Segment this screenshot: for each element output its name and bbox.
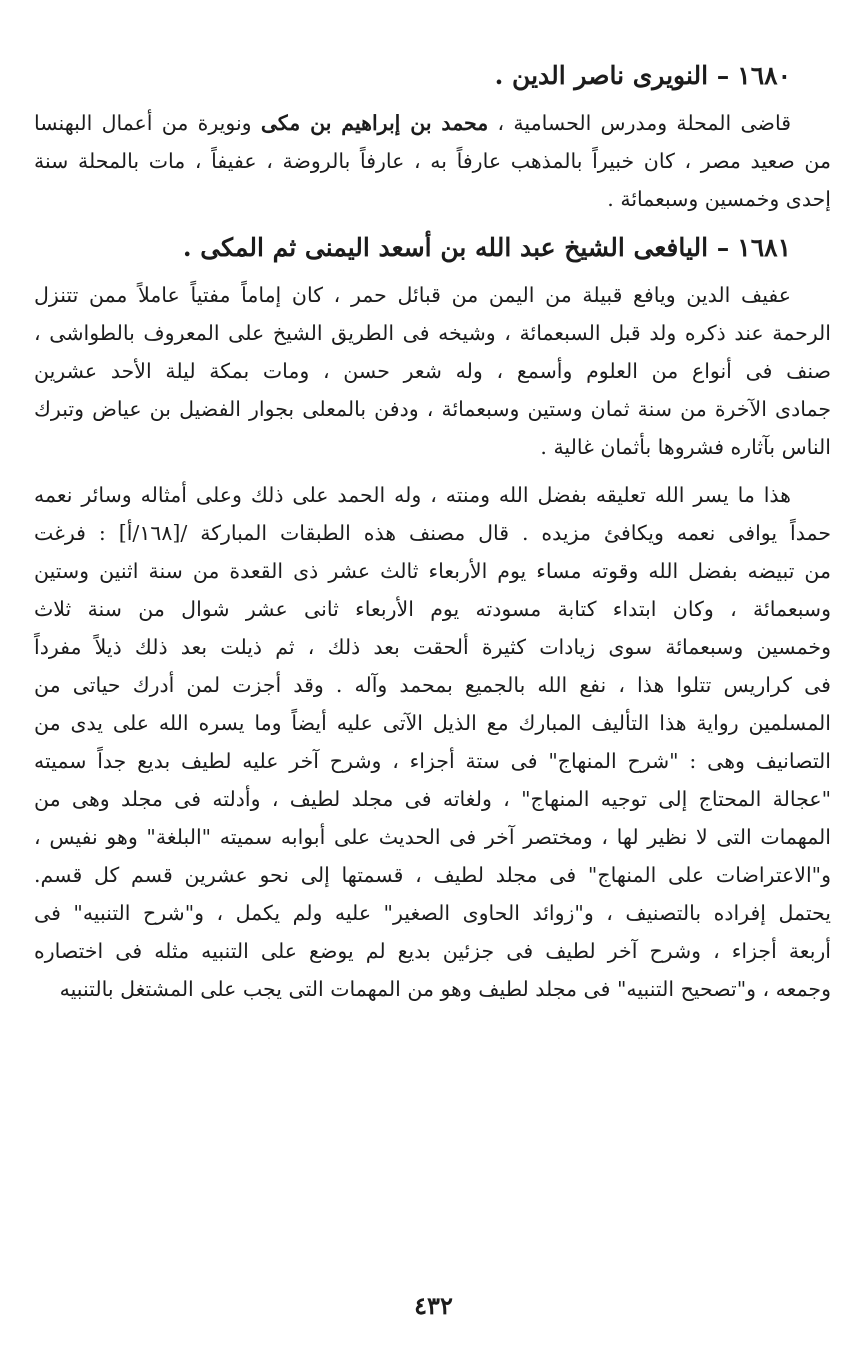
entry-heading-1681 xyxy=(34,228,831,268)
text-line: إحدى وخمسين وسبعمائة . xyxy=(607,187,831,211)
entry-title: – النويرى ناصر الدين . xyxy=(494,61,730,90)
text-line: هذا ما يسر الله تعليقه بفضل الله ومنته ، وله الحمد على ذلك وعلى أمثاله وسائر نعمه xyxy=(34,483,791,507)
page-body xyxy=(34,56,831,1008)
entry-body-1681 xyxy=(34,276,831,466)
bold-name: محمد بن إبراهيم بن مكى xyxy=(260,111,489,135)
text-line: التصانيف وهى : "شرح المنهاج" فى ستة أجزاء ، وشرح آخر عليه لطيف بديع جداً سميته xyxy=(34,749,831,773)
text-line: يحتمل إفراده بالتصنيف ، و"زوائد الحاوى الصغير" عليه ولم يكمل ، و"شرح التنبيه" فى xyxy=(34,901,831,925)
entry-body-1680 xyxy=(34,104,831,218)
entry-heading-1680 xyxy=(34,56,831,96)
text-line: أربعة أجزاء ، وشرح آخر لطيف فى جزئين بديع لم يوضع على التنبيه مثله فى اختصاره xyxy=(34,939,831,963)
text-line: جمادى الآخرة من سنة ثمان وستين وسبعمائة ، ودفن بالمعلى بجوار الفضيل بن عياض وتبرك xyxy=(34,397,831,421)
text-line: الرحمة عند ذكره ولد قبل السبعمائة ، وشيخه فى الطريق الشيخ على المعروف بالطواشى ، xyxy=(34,321,831,345)
text-line: وخمسين وسبعمائة سوى زيادات كثيرة ألحقت بعد ذلك ، ثم ذيلت بعد ذلك ذيلاً مفرداً xyxy=(34,635,831,659)
text-line: قاضى المحلة ومدرس الحسامية ، محمد بن إبراهيم بن مكى ونويرة من أعمال البهنسا xyxy=(34,111,791,135)
entry-number: ١٦٨٠ xyxy=(737,61,791,90)
entry-title: – اليافعى الشيخ عبد الله بن أسعد اليمنى ثم المكى . xyxy=(182,233,730,262)
text-line: عفيف الدين ويافع قبيلة من اليمن من قبائل حمر ، كان إماماً مفتياً عاملاً ممن تتنزل xyxy=(34,283,791,307)
text-line: صنف فى أنواع من العلوم وأسمع ، وله شعر حسن ، ومات بمكة ليلة الأحد عشرين xyxy=(34,359,831,383)
text-line: من تبيضه بفضل الله وقوته مساء يوم الأربعاء ثالث عشر ذى القعدة من سنة اثنين وستين xyxy=(34,559,831,583)
text-line: وجمعه ، و"تصحيح التنبيه" فى مجلد لطيف وهو من المهمات التى يجب على المشتغل بالتنبيه xyxy=(59,977,831,1001)
text-line: وسبعمائة ، وكان ابتداء كتابة مسودته يوم الأربعاء ثانى عشر شوال من سنة ثلاث xyxy=(34,597,831,621)
text-line: الناس بآثاره فشروها بأثمان غالية . xyxy=(540,435,831,459)
text-line: "عجالة المحتاج إلى توجيه المنهاج" ، ولغاته فى مجلد لطيف ، وأدلته فى مجلد وهى من xyxy=(34,787,831,811)
colophon-paragraph xyxy=(34,476,831,1008)
text-line: المسلمين رواية هذا التأليف المبارك مع الذيل الآتى عليه أيضاً وما يسره الله على يدى من xyxy=(34,711,831,735)
text-line: المهمات التى لا نظير لها ، ومختصر آخر فى الحديث على أبوابه سميته "البلغة" وهو نفيس ، xyxy=(34,825,831,849)
text-line: و"الاعتراضات على المنهاج" فى مجلد لطيف ، قسمتها إلى نحو عشرين قسم كل قسم. xyxy=(34,863,831,887)
text-line: حمداً يوافى نعمه ويكافئ مزيده . قال مصنف هذه الطبقات المباركة /[١٦٨/أ] : فرغت xyxy=(34,521,831,545)
entry-number: ١٦٨١ xyxy=(737,233,791,262)
text-line: فى كراريس تتلوا هذا ، نفع الله بالجميع بمحمد وآله . وقد أجزت لمن أدرك حياتى من xyxy=(34,673,831,697)
text-line: من صعيد مصر ، كان خبيراً بالمذهب عارفاً به ، عارفاً بالروضة ، عفيفاً ، مات بالمحلة سنة xyxy=(34,149,831,173)
page-number: ٤٣٢ xyxy=(414,1291,453,1320)
